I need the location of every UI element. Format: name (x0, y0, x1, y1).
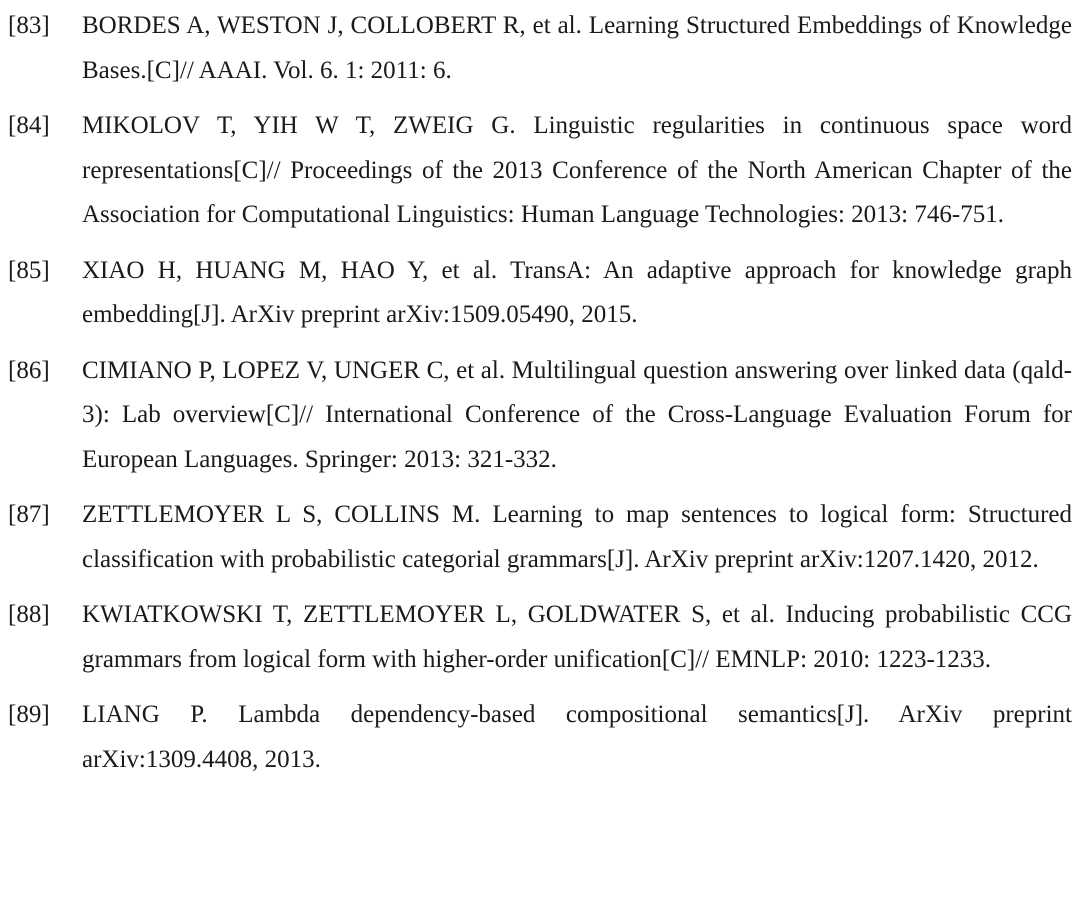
reference-number: [84] (8, 112, 50, 139)
reference-item (0, 249, 1072, 338)
reference-text: MIKOLOV T, YIH W T, ZWEIG G. Linguistic regularities in continuous space word representations[C]// Proceedings of the 2013 Conference of the North American Chapter of the Association for Computational Linguistics: Human Language Technologies: 2013: 746-751. (82, 112, 1072, 228)
reference-number: [87] (8, 501, 50, 528)
reference-text: XIAO H, HUANG M, HAO Y, et al. TransA: An adaptive approach for knowledge graph embedding[J]. ArXiv preprint arXiv:1509.05490, 2015. (82, 256, 1072, 328)
reference-item (0, 349, 1072, 483)
reference-text: BORDES A, WESTON J, COLLOBERT R, et al. Learning Structured Embeddings of Knowledge Bases.[C]// AAAI. Vol. 6. 1: 2011: 6. (82, 12, 1072, 84)
reference-number: [86] (8, 356, 50, 384)
reference-text: CIMIANO P, LOPEZ V, UNGER C, et al. Multilingual question answering over linked data (qald-3): Lab overview[C]// International Conference of the Cross-Language Evaluation Forum for European Languages. Springer: 2013: 321-332. (82, 356, 1072, 473)
reference-item (0, 493, 1072, 582)
reference-item (0, 593, 1072, 682)
reference-number: [85] (8, 256, 50, 284)
reference-number: [83] (8, 12, 50, 39)
reference-list (0, 4, 1072, 793)
reference-text: KWIATKOWSKI T, ZETTLEMOYER L, GOLDWATER S, et al. Inducing probabilistic CCG grammars from logical form with higher-order unification[C]// EMNLP: 2010: 1223-1233. (82, 601, 1072, 673)
reference-item (0, 104, 1072, 238)
reference-text: ZETTLEMOYER L S, COLLINS M. Learning to map sentences to logical form: Structured classification with probabilistic categorial grammars[J]. ArXiv preprint arXiv:1207.1420, 2012. (82, 501, 1072, 573)
reference-item (0, 4, 1072, 93)
reference-number: [89] (8, 701, 50, 728)
reference-number: [88] (8, 601, 50, 628)
reference-item (0, 693, 1072, 782)
reference-text: LIANG P. Lambda dependency-based compositional semantics[J]. ArXiv preprint arXiv:1309.4408, 2013. (82, 701, 1072, 773)
